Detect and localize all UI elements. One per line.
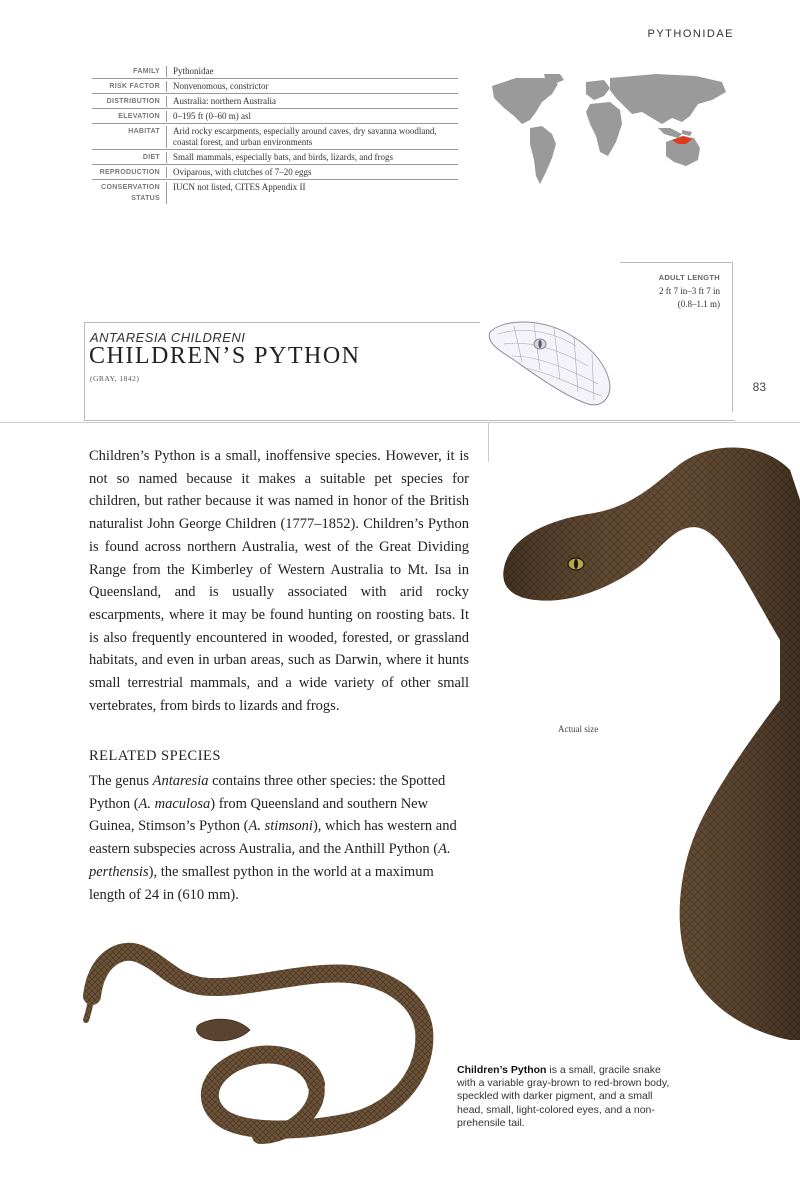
latin-name: ANTARESIA CHILDRENI: [90, 330, 246, 345]
main-paragraph: Children’s Python is a small, inoffensive species. However, it is not so named because it makes a suitable pet species for children, but rather because it was named in honor of the British naturalist John George Children (1777–1852). Children’s Python is found across northern Australia, west of the Great Dividing Range from the Kimberley of Western Australia to Mt. Isa in Queensland, and is usually associated with arid rocky escarpments, where it may be found hunting on roosting bats. It is also frequently encountered in wooded, forested, or grassland habitats, and even in urban areas, such as Darwin, where it hunts small terrestrial mammals, and a wide variety of other small vertebrates, from birds to lizards and frogs.: [89, 448, 469, 714]
fact-row-distribution: [92, 94, 458, 109]
fact-label: ELEVATION: [92, 111, 167, 122]
fact-value: IUCN not listed, CITES Appendix II: [173, 182, 306, 192]
figure-caption: [457, 1064, 672, 1130]
adult-length-line1: 2 ft 7 in–3 ft 7 in: [659, 286, 720, 296]
text-run: ) from Queensland and southern New Guinea, Stimson’s Python (: [89, 795, 429, 835]
fact-value: 0–195 ft (0–60 m) asl: [173, 111, 251, 121]
authority: (GRAY, 1842): [90, 374, 140, 383]
column-rule: [488, 422, 489, 462]
fact-row-elevation: [92, 109, 458, 124]
fact-label: RISK FACTOR: [92, 81, 167, 92]
python-photo-large: [490, 440, 800, 1040]
distribution-map: [486, 72, 734, 208]
fact-row-reproduction: [92, 165, 458, 180]
fact-row-conservation: [92, 180, 458, 205]
text-run: The genus: [89, 773, 153, 789]
page-number: 83: [752, 380, 766, 394]
species-name: A. maculosa: [138, 795, 211, 812]
running-head: PYTHONIDAE: [647, 28, 734, 40]
fact-row-habitat: [92, 124, 458, 150]
fact-label: REPRODUCTION: [92, 167, 167, 178]
fact-label: HABITAT: [92, 126, 167, 148]
text-run: ), which has western and eastern subspecies across Australia, and the Anthill Python (: [89, 818, 457, 858]
fact-value: Small mammals, especially bats, and birds, lizards, and frogs: [173, 152, 393, 162]
title-rule: [84, 322, 480, 323]
fact-value: Australia: northern Australia: [173, 96, 276, 106]
common-name: CHILDREN’S PYTHON: [89, 343, 361, 369]
fact-value: Pythonidae: [173, 66, 214, 76]
adult-length-label: ADULT LENGTH: [658, 273, 720, 282]
genus-name: Antaresia: [152, 773, 209, 789]
text-run: contains three other species: the Spotted Python (: [89, 773, 446, 812]
species-name: A. stimsoni: [248, 818, 313, 835]
head-scale-illustration: [484, 314, 614, 410]
actual-size-label: Actual size: [558, 724, 599, 734]
fact-row-risk: [92, 79, 458, 94]
fact-row-family: [92, 64, 458, 79]
fact-label: DIET: [92, 152, 167, 163]
fact-value: Arid rocky escarpments, especially around caves, dry savanna woodland, coastal forest, and urban environments: [173, 126, 437, 147]
fact-label: FAMILY: [92, 66, 167, 77]
text-run: ), the smallest python in the world at a maximum length of 24 in (610 mm).: [89, 863, 434, 903]
fact-value: Nonvenomous, constrictor: [173, 81, 269, 91]
fact-label: DISTRIBUTION: [92, 96, 167, 107]
fact-value: Oviparous, with clutches of 7–20 eggs: [173, 167, 312, 177]
caption-text: is a small, gracile snake with a variable gray-brown to red-brown body, speckled with darker pigment, and a small head, small, light-colored eyes, and a non-prehensile tail.: [457, 1064, 670, 1129]
fact-table: [92, 64, 458, 205]
caption-title: Children’s Python: [457, 1064, 547, 1076]
world-landmass: [492, 74, 726, 184]
fact-row-diet: [92, 150, 458, 165]
related-species-heading: RELATED SPECIES: [89, 748, 221, 764]
related-species-paragraph: [89, 770, 469, 906]
python-photo-small: [80, 940, 450, 1150]
fact-label: CONSERVATION STATUS: [92, 182, 167, 204]
species-name: A. perthensis: [89, 841, 451, 880]
adult-length-line2: (0.8–1.1 m): [677, 299, 720, 309]
section-rule: [0, 422, 800, 423]
